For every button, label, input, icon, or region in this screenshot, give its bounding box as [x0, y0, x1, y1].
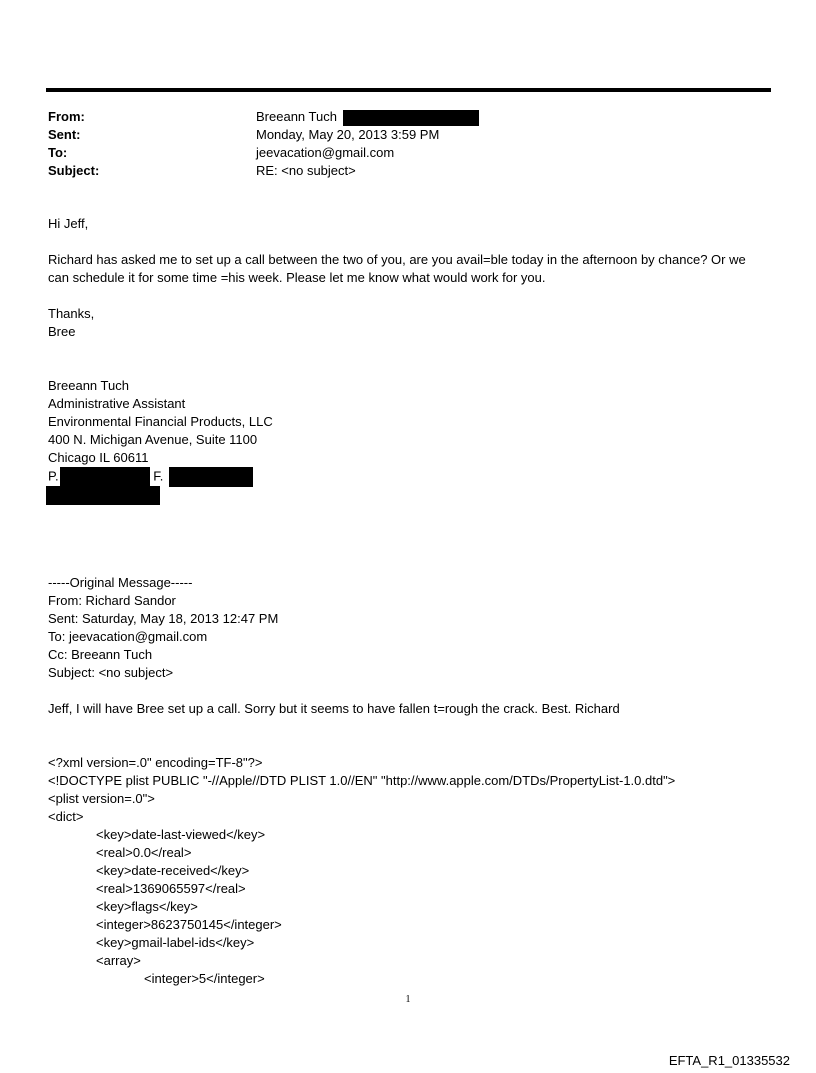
closing: Thanks, — [48, 306, 95, 321]
signoff: Bree — [48, 324, 76, 339]
signature-block — [48, 377, 273, 485]
xml-line: <real>1369065597</real> — [96, 881, 246, 896]
sent-value: Monday, May 20, 2013 3:59 PM — [256, 127, 440, 142]
email-header — [48, 108, 748, 180]
greeting: Hi Jeff, — [48, 216, 89, 231]
xml-line: <array> — [96, 953, 141, 968]
to-label: To: — [48, 145, 68, 160]
from-label: From: — [48, 109, 85, 124]
from-value: Breeann Tuch — [256, 109, 337, 124]
redaction-bar — [169, 467, 253, 487]
to-value: jeevacation@gmail.com — [256, 145, 395, 160]
sent-label: Sent: — [48, 127, 81, 142]
xml-line: <key>flags</key> — [96, 899, 198, 914]
sent-row — [48, 126, 748, 144]
signature-name: Breeann Tuch — [48, 378, 129, 393]
original-message-body: Jeff, I will have Bree set up a call. Sorry but it seems to have fallen t=rough the crack. Best. Richard — [48, 701, 620, 716]
signature-address: 400 N. Michigan Avenue, Suite 1100 — [48, 432, 258, 447]
redaction-bar — [46, 486, 160, 505]
xml-line: <dict> — [48, 809, 84, 824]
page-number: 1 — [405, 994, 411, 1005]
xml-block — [48, 754, 675, 988]
fax-label: F. — [153, 468, 164, 484]
subject-value: RE: <no subject> — [256, 163, 356, 178]
header-rule — [46, 88, 771, 92]
original-message-header — [48, 574, 278, 682]
signature-title: Administrative Assistant — [48, 396, 186, 411]
xml-line: <key>date-last-viewed</key> — [96, 827, 266, 842]
original-sent: Sent: Saturday, May 18, 2013 12:47 PM — [48, 611, 279, 626]
original-separator: -----Original Message----- — [48, 575, 193, 590]
signature-contact-row — [48, 467, 273, 485]
xml-line: <key>date-received</key> — [96, 863, 250, 878]
xml-line: <integer>8623750145</integer> — [96, 917, 282, 932]
xml-line: <real>0.0</real> — [96, 845, 192, 860]
redaction-bar — [343, 110, 479, 126]
subject-label: Subject: — [48, 163, 100, 178]
original-cc: Cc: Breeann Tuch — [48, 647, 153, 662]
phone-label: P. — [48, 468, 59, 484]
signature-city: Chicago IL 60611 — [48, 450, 149, 465]
original-from: From: Richard Sandor — [48, 593, 176, 608]
xml-line: <!DOCTYPE plist PUBLIC "-//Apple//DTD PLIST 1.0//EN" "http://www.apple.com/DTDs/PropertyList-1.0.dtd"> — [48, 773, 676, 788]
xml-line: <plist version=.0"> — [48, 791, 155, 806]
closing-block — [48, 305, 94, 341]
message-body: Richard has asked me to set up a call between the two of you, are you avail=ble today in the afternoon by chance? Or we can schedule it for some time =his week. Please let me know what would work for you. — [48, 252, 746, 285]
from-row — [48, 108, 748, 126]
original-to: To: jeevacation@gmail.com — [48, 629, 208, 644]
xml-line: <key>gmail-label-ids</key> — [96, 935, 255, 950]
bates-number: EFTA_R1_01335532 — [668, 1053, 790, 1068]
signature-company: Environmental Financial Products, LLC — [48, 414, 273, 429]
to-row — [48, 144, 748, 162]
xml-line: <integer>5</integer> — [144, 971, 265, 986]
xml-line: <?xml version=.0" encoding=TF-8"?> — [48, 755, 263, 770]
original-subject: Subject: <no subject> — [48, 665, 174, 680]
redaction-bar — [60, 467, 150, 487]
subject-row — [48, 162, 748, 180]
